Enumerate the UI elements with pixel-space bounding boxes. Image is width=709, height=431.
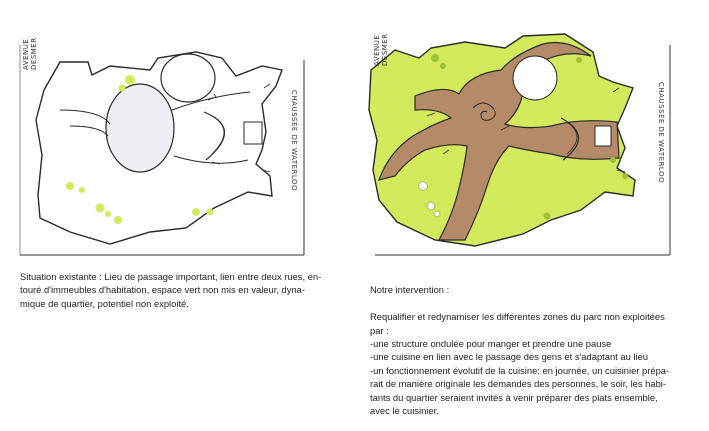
existing-site-plan-sketch xyxy=(0,0,330,262)
intervention-caption xyxy=(370,270,700,431)
street-label-chaussee-right: CHAUSSÉE DE WATERLOO xyxy=(657,82,665,184)
tree xyxy=(114,216,122,224)
tree xyxy=(125,75,135,85)
tree xyxy=(622,173,628,179)
intervention-site-plan-sketch xyxy=(355,0,709,262)
tree xyxy=(119,85,126,92)
intervention-caption-body: Requalifier et redynamiser les différentes zones du parc non exploitées par : -une structure ondulée pour manger et prendre une pause -une cuisine en lien avec le passage des gens et s'adaptant au lieu -un fonctionnement évolutif de la cuisine: en journée, un cuisinier prépa- rait de manière originale les demandes des personnes, le soir, les habi- tants du quartier seraient invités à venir préparer des plats ensemble, avec le cuisinier. xyxy=(370,311,670,417)
street-label-avenue-right: AVENUE DESMER xyxy=(373,33,389,66)
tree xyxy=(427,202,435,210)
kiosk-square xyxy=(595,126,611,146)
tree xyxy=(207,209,214,216)
tree xyxy=(105,211,111,217)
street-label-chaussee-left: CHAUSSÉE DE WATERLOO xyxy=(290,90,298,192)
intervention-caption-title: Notre intervention : xyxy=(370,284,450,296)
intervention-panel xyxy=(355,0,709,262)
tree xyxy=(66,182,74,190)
path-curve-left xyxy=(60,110,110,124)
tree xyxy=(434,211,440,217)
building-ellipse-left xyxy=(106,84,174,172)
tree xyxy=(192,208,200,216)
path-arch xyxy=(204,112,225,160)
tree xyxy=(610,157,616,163)
path-curve-left-2 xyxy=(70,126,108,136)
street-label-avenue-left: AVENUE DESMER xyxy=(22,37,38,70)
tree xyxy=(544,213,551,220)
tree xyxy=(576,57,582,63)
existing-situation-panel xyxy=(0,0,330,262)
tree xyxy=(96,204,105,213)
tree xyxy=(79,187,85,193)
kiosk-square xyxy=(244,122,262,144)
path-center-lower xyxy=(174,156,248,163)
tree xyxy=(419,182,428,191)
existing-situation-caption: Situation existante : Lieu de passage important, lien entre deux rues, en- touré d'immeubles d'habitation, espace vert non mis en valeur, dyna- mique de quartier, potentiel non exploité. xyxy=(20,271,322,309)
tree xyxy=(440,63,446,69)
tree xyxy=(431,54,439,62)
white-circle-top xyxy=(513,56,557,100)
building-circle-top xyxy=(161,54,215,102)
